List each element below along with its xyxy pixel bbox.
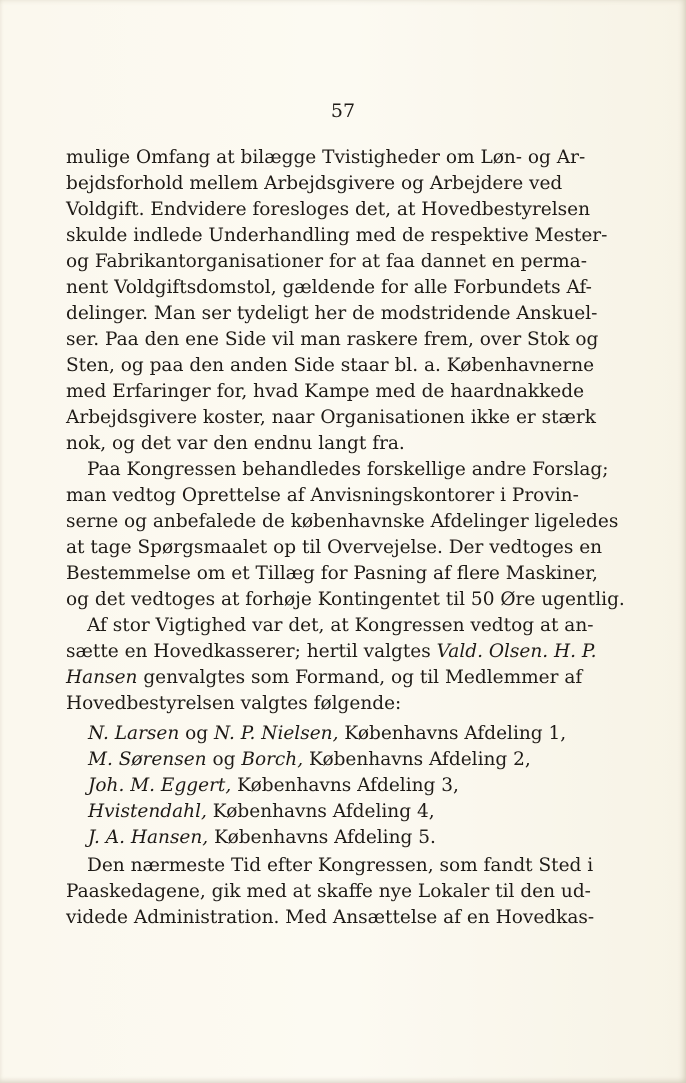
member-branch: Københavns Afdeling 3, [231,775,459,796]
page-number: 57 [330,100,356,122]
paragraph-1 [66,145,608,457]
text-line: Af stor Vigtighed var det, at Kongressen vedtog at an- [87,615,594,636]
member-name: N. Larsen [88,723,180,744]
text-line: Den nærmeste Tid efter Kongressen, som fandt Sted i [87,855,594,876]
member-branch: Københavns Afdeling 2, [303,749,531,770]
text-line: nent Voldgiftsdomstol, gældende for alle Forbundets Af- [66,277,592,298]
text-line: med Erfaringer for, hvad Kampe med de haardnakkede [66,381,585,402]
member-list [88,721,567,851]
text-line: Paaskedagene, gik med at skaffe nye Lokaler til den ud- [66,881,591,902]
member-name: Hvistendahl, [88,801,207,822]
member-entry [88,799,548,825]
text-line: Paa Kongressen behandledes forskellige andre Forslag; [87,459,609,480]
member-name: Joh. M. Eggert, [88,775,232,796]
paragraph-2 [66,457,625,613]
text-line: videde Administration. Med Ansættelse af en Hovedkas- [66,907,595,928]
member-entry [88,825,548,851]
text-line: delinger. Man ser tydeligt her de modstridende Anskuel- [66,303,598,324]
text-line: ser. Paa den ene Side vil man raskere frem, over Stok og [66,329,599,350]
text-run: genvalgtes som Formand, og til Medlemmer af [137,667,583,688]
text-line: Sten, og paa den anden Side staar bl. a. Københavnerne [66,355,595,376]
paragraph-4 [66,853,595,931]
member-branch: Københavns Afdeling 4, [206,801,435,822]
text-run: og [179,723,215,744]
member-branch: Københavns Afdeling 5. [208,827,436,848]
italic-name: Hansen [66,667,138,688]
member-name: Borch, [241,749,304,770]
text-line [66,639,597,665]
member-name: N. P. Nielsen, [214,723,339,744]
member-branch: Københavns Afdeling 1, [338,723,567,744]
text-line: og det vedtoges at forhøje Kontingentet til 50 Øre ugentlig. [66,589,625,610]
text-line: Bestemmelse om et Tillæg for Pasning af flere Maskiner, [66,563,598,584]
member-entry [88,773,548,799]
text-run: og [206,749,242,770]
text-line: mulige Omfang at bilægge Tvistigheder om Løn- og Ar- [66,147,586,168]
italic-name: Vald. Olsen. H. P. [436,641,597,662]
member-name: J. A. Hansen, [88,827,209,848]
text-line: at tage Spørgsmaalet op til Overvejelse. Der vedtoges en [66,537,603,558]
text-line: man vedtog Oprettelse af Anvisningskontorer i Provin- [66,485,579,506]
member-name: M. Sørensen [88,749,207,770]
text-line: serne og anbefalede de københavnske Afdelinger ligeledes [66,511,619,532]
paragraph-3 [66,613,597,717]
member-entry [88,747,548,773]
text-run: sætte en Hovedkasserer; hertil valgtes [66,641,437,662]
text-line: skulde indlede Underhandling med de respektive Mester- [66,225,608,246]
member-entry [88,721,567,747]
text-line: Voldgift. Endvidere foresloges det, at Hovedbestyrelsen [66,199,591,220]
text-line [66,665,583,691]
text-line: Arbejdsgivere koster, naar Organisationen ikke er stærk [66,407,596,428]
text-line: og Fabrikantorganisationer for at faa dannet en perma- [66,251,587,272]
text-line: bejdsforhold mellem Arbejdsgivere og Arbejdere ved [66,173,563,194]
text-line: Hovedbestyrelsen valgtes følgende: [66,693,402,714]
text-line: nok, og det var den endnu langt fra. [66,433,405,454]
